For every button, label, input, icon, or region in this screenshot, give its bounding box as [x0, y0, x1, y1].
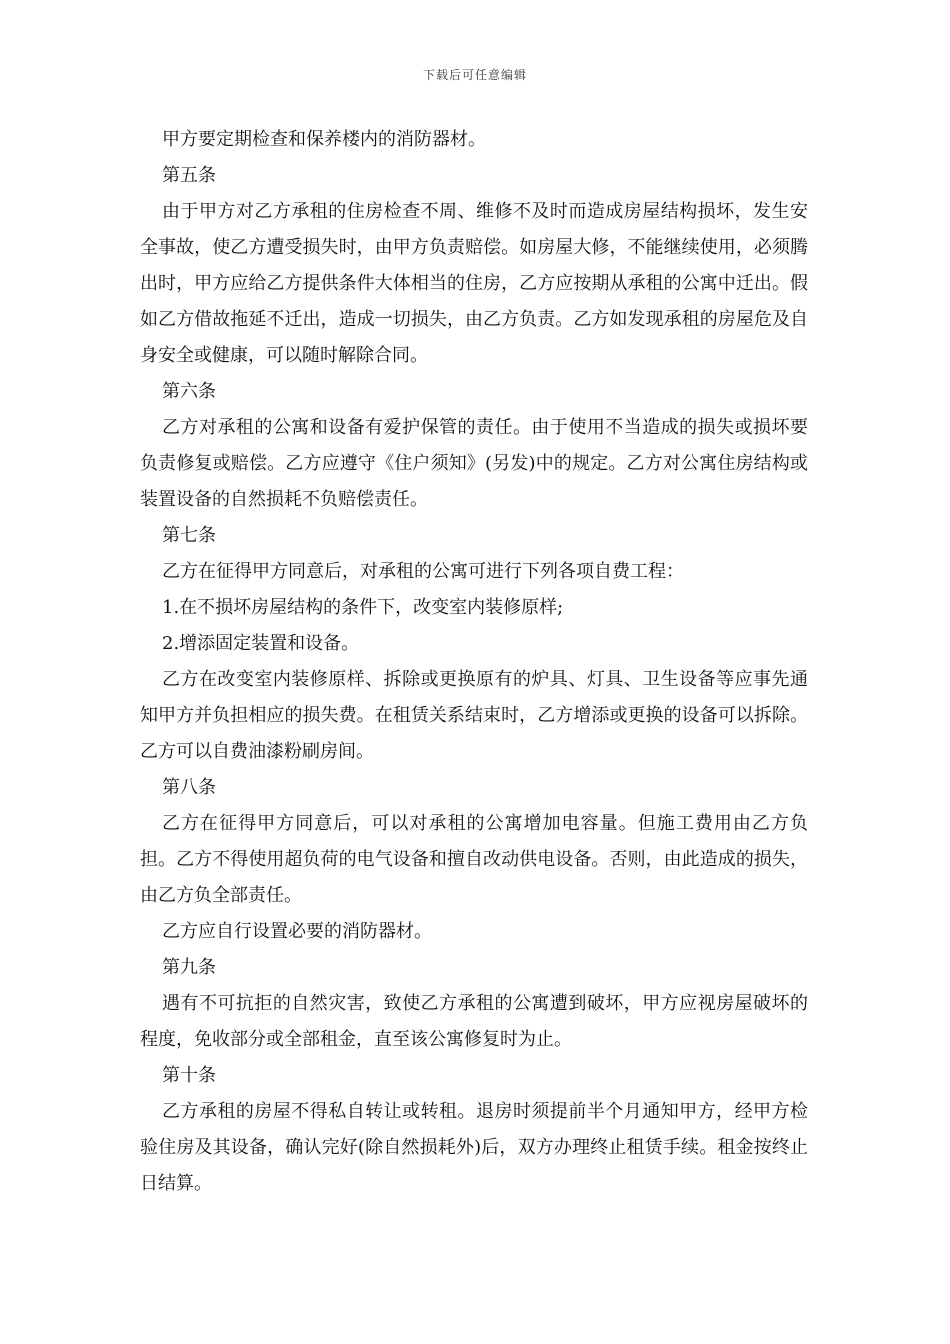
- article-5-body: 由于甲方对乙方承租的住房检查不周、维修不及时而造成房屋结构损坏，发生安全事故，使乙方遭受损失时，由甲方负责赔偿。如房屋大修，不能继续使用，必须腾出时，甲方应给乙方提供条件大体相当的住房，乙方应按期从承租的公寓中迁出。假如乙方借故拖延不迁出，造成一切损失，由乙方负责。乙方如发现承租的房屋危及自身安全或健康，可以随时解除合同。: [140, 201, 808, 366]
- article-9-heading: 第九条: [162, 957, 216, 978]
- article-9-body: 遇有不可抗拒的自然灾害，致使乙方承租的公寓遭到破坏，甲方应视房屋破坏的程度，免收部分或全部租金，直至该公寓修复时为止。: [140, 993, 808, 1050]
- article-8-fire-equipment: 乙方应自行设置必要的消防器材。: [162, 921, 432, 942]
- document-body: [140, 122, 808, 1202]
- article-7-item-1: 1.在不损坏房屋结构的条件下，改变室内装修原样;: [162, 597, 564, 618]
- page-header: 下载后可任意编辑: [422, 68, 527, 82]
- article-8-body: 乙方在征得甲方同意后，可以对承租的公寓增加电容量。但施工费用由乙方负担。乙方不得使用超负荷的电气设备和擅自改动供电设备。否则，由此造成的损失，由乙方负全部责任。: [140, 813, 808, 906]
- paragraph-fire-equipment-landlord: 甲方要定期检查和保养楼内的消防器材。: [162, 129, 486, 150]
- article-7-item-2: 2.增添固定装置和设备。: [162, 633, 360, 654]
- article-10-body: 乙方承租的房屋不得私自转让或转租。退房时须提前半个月通知甲方，经甲方检验住房及其设备，确认完好(除自然损耗外)后，双方办理终止租赁手续。租金按终止日结算。: [140, 1101, 808, 1194]
- article-8-heading: 第八条: [162, 777, 216, 798]
- article-6-heading: 第六条: [162, 381, 216, 402]
- article-7-heading: 第七条: [162, 525, 216, 546]
- article-10-heading: 第十条: [162, 1065, 216, 1086]
- article-6-body: 乙方对承租的公寓和设备有爱护保管的责任。由于使用不当造成的损失或损坏要负责修复或赔偿。乙方应遵守《住户须知》(另发)中的规定。乙方对公寓住房结构或装置设备的自然损耗不负赔偿责任。: [140, 417, 808, 510]
- article-5-heading: 第五条: [162, 165, 216, 186]
- article-7-intro: 乙方在征得甲方同意后，对承租的公寓可进行下列各项自费工程：: [162, 561, 684, 582]
- article-7-body: 乙方在改变室内装修原样、拆除或更换原有的炉具、灯具、卫生设备等应事先通知甲方并负担相应的损失费。在租赁关系结束时，乙方增添或更换的设备可以拆除。乙方可以自费油漆粉刷房间。: [140, 669, 808, 762]
